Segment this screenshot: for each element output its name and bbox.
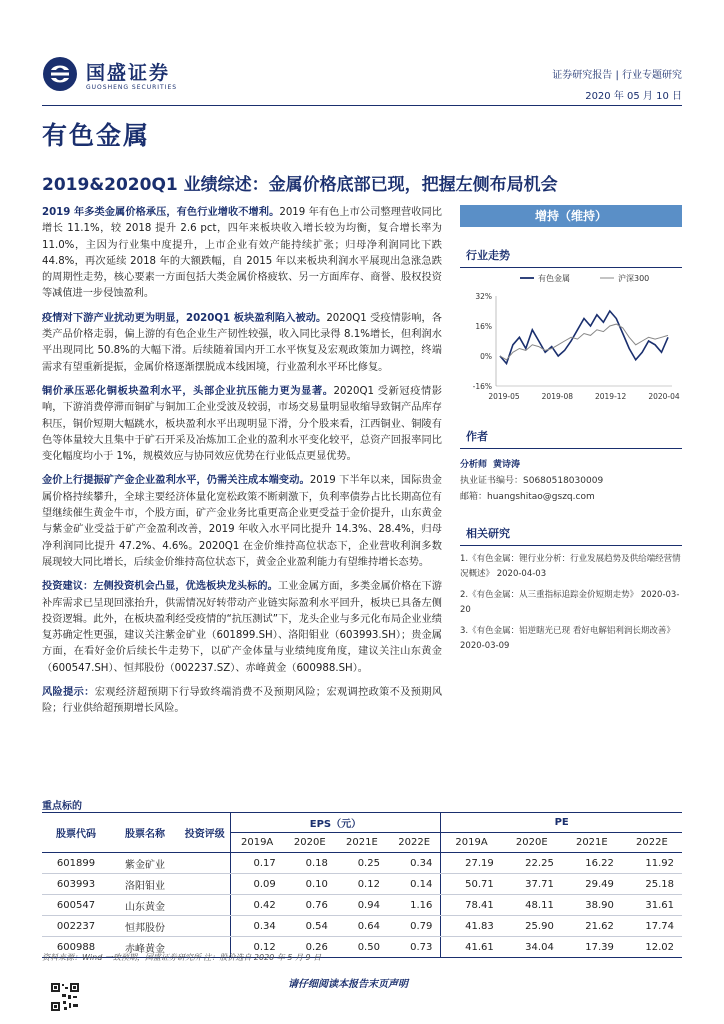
eps-2021: 0.94: [336, 895, 388, 916]
paragraph: [42, 205, 442, 303]
report-date: 2020 年 05 月 10 日: [585, 91, 682, 102]
stock-code: 600988: [42, 937, 110, 958]
series-line-csi300: [500, 324, 668, 360]
x-tick-label: 2019-08: [541, 392, 574, 401]
x-tick-label: 2019-12: [594, 392, 627, 401]
pe-2021: 16.22: [562, 853, 622, 874]
eps-2022: 0.14: [388, 874, 441, 895]
pe-2020: 37.71: [502, 874, 562, 895]
research-text: 2.《有色金属：从三重指标追踪金价短期走势》: [460, 590, 639, 600]
eps-2019: 0.09: [230, 874, 284, 895]
table-row: [42, 916, 682, 937]
table-row: [42, 853, 682, 874]
research-item[interactable]: [460, 624, 682, 654]
paragraph-body: 2020Q1 受疫情影响，各类产品价格走弱，偏上游的有色企业生产韧性较强，收入同比录得 8.1%增长，但利润水平出现同比 50.8%的大幅下滑。后续随着国内开工水平恢复及宏观政策加力调控，终端需求有望重新提振，金属价格逐渐摆脱成本线困境，行业盈利水平环比修复。: [42, 312, 442, 373]
paragraph-body: 2020Q1 受新冠疫情影响，下游消费停滞而铜矿与铜加工企业受波及较弱，市场交易量明显收缩导致铜产品库存积压，铜价短期大幅跳水，板块盈利水平出现明显下滑，分个股来看，江西铜业、铜陵有色等体量较大且集中于矿石开采及冶炼加工企业的盈利水平变化较平，总资产回报率同比变化幅度均小于 1%，规模效应与协同效应优势在行业低点更显优势。: [42, 385, 442, 463]
stock-name: 山东黄金: [110, 895, 180, 916]
analyst-label: 分析师: [460, 460, 488, 470]
paragraph-lead: 铜价承压恶化铜板块盈利水平，头部企业抗压能力更为显著。: [42, 385, 334, 397]
table-row: [42, 895, 682, 916]
stock-name: 洛阳钼业: [110, 874, 180, 895]
stock-rating: [180, 895, 230, 916]
pe-2019: 78.41: [441, 895, 502, 916]
legend-label: 沪深300: [618, 274, 650, 283]
stock-name: 赤峰黄金: [110, 937, 180, 958]
pe-2021: 29.49: [562, 874, 622, 895]
paragraph-lead: 金价上行提振矿产金企业盈利水平，仍需关注成本端变动。: [42, 475, 310, 487]
research-date: 2020-04-03: [496, 569, 547, 579]
stock-code: 002237: [42, 916, 110, 937]
pe-2021: 21.62: [562, 916, 622, 937]
trend-title: 行业走势: [460, 243, 682, 268]
pe-2019: 50.71: [441, 874, 502, 895]
cert-label: 执业证书编号：: [460, 476, 524, 486]
col-pe-2020: 2020E: [502, 833, 562, 853]
sector-title: 有色金属: [42, 121, 151, 150]
guosheng-logo-icon: [42, 56, 78, 92]
eps-2021: 0.50: [336, 937, 388, 958]
col-group-eps: EPS（元）: [230, 813, 441, 833]
research-item[interactable]: [460, 552, 682, 582]
paragraph-body: 宏观经济超预期下行导致终端消费不及预期风险；宏观调控政策不及预期风险；行业供给超预期增长风险。: [42, 687, 443, 715]
stock-rating: [180, 874, 230, 895]
paragraph-body: 2019 下半年以来，国际贵金属价格持续攀升，全球主要经济体量化宽松政策不断刺激下，负利率债券占比长期高位有望继续催生黄金牛市，个股方面，矿产金业务比重更高企业更受益于金价提升，山东黄金与紫金矿业受益于矿产金盈利改善，2019 年收入水平同比提升 14.3%、28.4%，归母净利润同比提升 47.2%、4.6%。2020Q1 在金价维持高位状态下，企业营收利润多数展现较大同比增长，后续金价维持高位状态下，黄金企业盈利能力有望维持增长态势。: [42, 475, 442, 568]
pe-2020: 22.25: [502, 853, 562, 874]
eps-2022: 0.73: [388, 937, 441, 958]
pe-2019: 41.83: [441, 916, 502, 937]
key-stocks-table: [42, 812, 682, 958]
col-eps-2021: 2021E: [336, 833, 388, 853]
related-research-title: 相关研究: [460, 521, 682, 546]
research-date: 2020-03-20: [460, 590, 680, 615]
pe-2020: 34.04: [502, 937, 562, 958]
col-rating: 投资评级: [180, 813, 230, 853]
stock-code: 603993: [42, 874, 110, 895]
col-pe-2019: 2019A: [441, 833, 502, 853]
email-label: 邮箱：: [460, 492, 488, 502]
eps-2019: 0.34: [230, 916, 284, 937]
series-line-nonferrous: [500, 311, 668, 364]
col-eps-2020: 2020E: [284, 833, 336, 853]
x-tick-label: 2019-05: [488, 392, 520, 401]
legend-label: 有色金属: [538, 274, 570, 283]
stock-code: 601899: [42, 853, 110, 874]
pe-2022: 25.18: [622, 874, 682, 895]
eps-2022: 1.16: [388, 895, 441, 916]
table-row: [42, 874, 682, 895]
col-eps-2019: 2019A: [230, 833, 284, 853]
stock-name: 紫金矿业: [110, 853, 180, 874]
eps-2021: 0.64: [336, 916, 388, 937]
eps-2020: 0.54: [284, 916, 336, 937]
paragraph: [42, 311, 442, 376]
eps-2020: 0.10: [284, 874, 336, 895]
company-logo: [42, 56, 192, 100]
research-text: 1.《有色金属：锂行业分析：行业发展趋势及供给端经营情况概述》: [460, 554, 681, 579]
trend-chart-svg: [460, 268, 682, 408]
author-title: 作者: [460, 424, 682, 449]
paragraph-lead: 2019 年多类金属价格承压，有色行业增收不增利。: [42, 207, 280, 218]
footer-disclaimer: 请仔细阅读本报告末页声明: [288, 979, 408, 990]
y-tick-label: -16%: [472, 382, 492, 391]
eps-2019: 0.12: [230, 937, 284, 958]
eps-2019: 0.42: [230, 895, 284, 916]
eps-2021: 0.12: [336, 874, 388, 895]
col-pe-2021: 2021E: [562, 833, 622, 853]
col-group-pe: PE: [441, 813, 682, 833]
eps-2022: 0.34: [388, 853, 441, 874]
stock-rating: [180, 853, 230, 874]
eps-2020: 0.76: [284, 895, 336, 916]
pe-2022: 12.02: [622, 937, 682, 958]
stock-rating: [180, 916, 230, 937]
source-note: 资料来源：Wind 一致预期，国盛证券研究所 注：股价选自 2020 年 5 月 9 日: [42, 953, 322, 962]
pe-2019: 27.19: [441, 853, 502, 874]
eps-2020: 0.18: [284, 853, 336, 874]
logo-name-cn: 国盛证券: [86, 62, 171, 84]
col-eps-2022: 2022E: [388, 833, 441, 853]
cert-number: S0680518030009: [523, 476, 604, 486]
paragraph-lead: 风险提示：: [42, 687, 95, 699]
eps-2021: 0.25: [336, 853, 388, 874]
eps-2020: 0.26: [284, 937, 336, 958]
paragraph: [42, 473, 442, 571]
x-tick-label: 2020-04: [648, 392, 680, 401]
analyst-name: 黄诗涛: [493, 460, 521, 470]
y-tick-label: 16%: [475, 322, 492, 331]
logo-name-en: GUOSHENG SECURITIES: [86, 84, 178, 91]
pe-2022: 17.74: [622, 916, 682, 937]
paragraph: [42, 384, 442, 465]
y-tick-label: 0%: [480, 352, 492, 361]
related-research-list: [460, 552, 682, 654]
paragraph-body: 2019 年有色上市公司整理营收同比增长 11.1%，较 2018 提升 2.6 pct，四年来板块收入增长较为均衡，复合增长率为 11.0%，主因为行业集中度提升，上市企业有效产能持续扩张；归母净利润同比下跌 44.8%，再次延续 2018 年的大额跌幅，自 2015 年以来板块利润水平展现出急涨急跌的周期性走势，核心要素一方面包括大类金属价格疲软、另一方面库存、商誉、股权投资等减值进一步侵蚀盈利。: [42, 207, 442, 300]
rating-badge: 增持（维持）: [460, 205, 682, 227]
paragraph-lead: 投资建议：左侧投资机会凸显，优选板块龙头标的。: [42, 581, 278, 593]
industry-trend-chart: [460, 268, 682, 408]
pe-2021: 38.90: [562, 895, 622, 916]
pe-2022: 31.61: [622, 895, 682, 916]
eps-2019: 0.17: [230, 853, 284, 874]
pe-2019: 41.61: [441, 937, 502, 958]
report-headline: 2019&2020Q1 业绩综述：金属价格底部已现，把握左侧布局机会: [42, 175, 558, 195]
col-name: 股票名称: [110, 813, 180, 853]
key-stocks-title: 重点标的: [42, 801, 82, 812]
risk-warning: [42, 685, 442, 718]
col-pe-2022: 2022E: [622, 833, 682, 853]
stock-code: 600547: [42, 895, 110, 916]
research-date: 2020-03-09: [460, 641, 510, 651]
author-info: [460, 457, 682, 505]
research-text: 3.《有色金属：铝逆瞎光已现 看好电解铝利润长期改善》: [460, 626, 675, 636]
qr-code-icon: [50, 982, 80, 1012]
sidebar: [460, 205, 682, 660]
investment-advice: [42, 579, 442, 677]
report-type: 证券研究报告 | 行业专题研究: [552, 70, 682, 81]
header-divider: [42, 105, 682, 106]
analyst-email[interactable]: huangshitao@gszq.com: [487, 492, 595, 502]
y-tick-label: 32%: [475, 292, 492, 301]
pe-2021: 17.39: [562, 937, 622, 958]
col-code: 股票代码: [42, 813, 110, 853]
pe-2020: 25.90: [502, 916, 562, 937]
eps-2022: 0.79: [388, 916, 441, 937]
paragraph-body: 工业金属方面，多类金属价格在下游补库需求已呈现回涨抬升，供需情况好转带动产业链实际盈利水平回升，板块已具备左侧投资逻辑。此外，在板块盈利经受疫情的“抗压测试”下，龙头企业与多元化布局企业业绩复苏确定性更强，建议关注紫金矿业（601899.SH）、洛阳钼业（603993.SH）；贵金属方面，在看好金价后续长牛走势下，以矿产金体量与业绩纯度角度，建议关注山东黄金（600547.SH）、恒邦股份（002237.SZ）、赤峰黄金（600988.SH）。: [42, 581, 442, 674]
research-item[interactable]: [460, 588, 682, 618]
pe-2020: 48.11: [502, 895, 562, 916]
main-body: [42, 205, 442, 726]
pe-2022: 11.92: [622, 853, 682, 874]
paragraph-lead: 疫情对下游产业扰动更为明显，2020Q1 板块盈利陷入被动。: [42, 312, 327, 324]
stock-name: 恒邦股份: [110, 916, 180, 937]
